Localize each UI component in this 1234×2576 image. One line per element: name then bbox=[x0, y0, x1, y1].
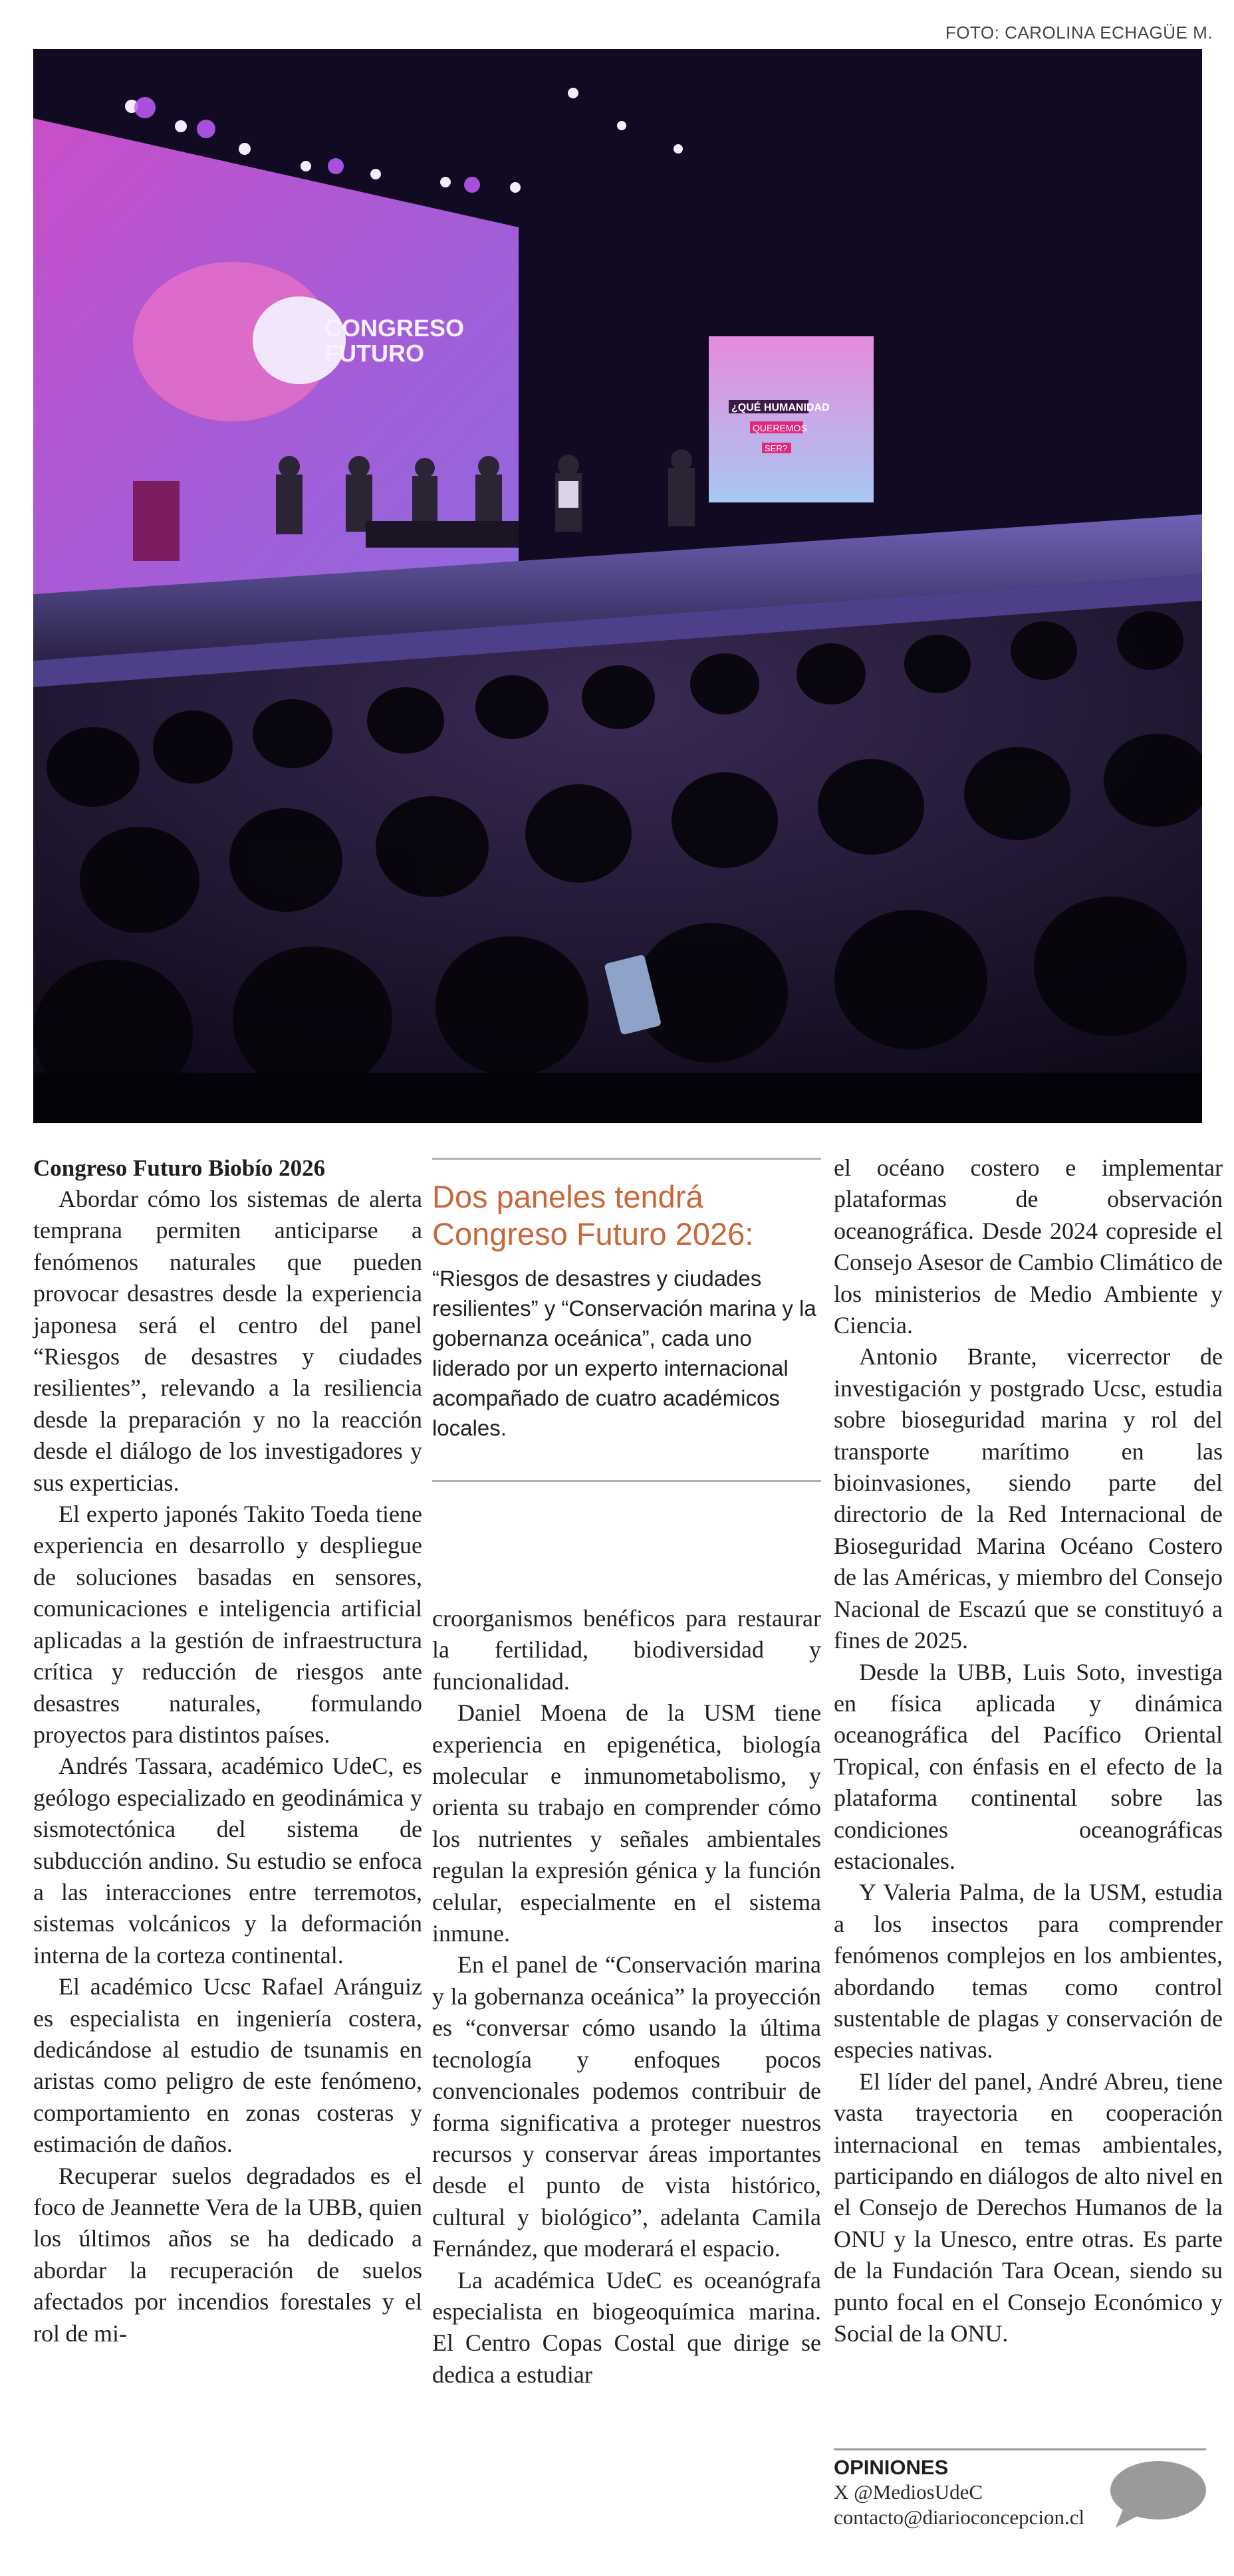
paragraph: Antonio Brante, vicerrector de investigación y postgrado Ucsc, estudia sobre bioseguridad marina y rol del transporte marítimo en las bioinvasiones, siendo parte del directorio de la Red Internacional de Bioseguridad Marina Océano Costero de las Américas, y miembro del Consejo Nacional de Escazú que se constituyó a fines de 2025. bbox=[834, 1343, 1223, 1654]
article-column-3 bbox=[834, 1152, 1223, 2349]
article-lead-title: Congreso Futuro Biobío 2026 bbox=[33, 1155, 326, 1181]
article-column-2 bbox=[432, 1152, 821, 2391]
paragraph: El experto japonés Takito Toeda tiene experiencia en desarrollo y despliegue de soluciones basadas en sensores, comunicaciones e inteligencia artificial aplicadas a la gestión de infraestructura crítica y reducción de riesgos ante desastres naturales, formulando proyectos para distintos países. bbox=[33, 1501, 422, 1748]
event-photo bbox=[33, 49, 1202, 1123]
paragraph: Daniel Moena de la USM tiene experiencia en epigenética, biología molecular e inmunometabolismo, y orienta su trabajo en comprender cómo los nutrientes y señales ambientales regulan la expresión génica y la función celular, especialmente en el sistema inmune. bbox=[432, 1699, 821, 1947]
opiniones-email[interactable]: contacto@diarioconcepcion.cl bbox=[834, 2506, 1085, 2529]
paragraph: Recuperar suelos degradados es el foco de Jeannette Vera de la UBB, quien los últimos años se ha dedicado a abordar la recuperación de suelos afectados por incendios forestales y el rol de mi- bbox=[33, 2162, 422, 2347]
highlight-title: Dos paneles tendrá Congreso Futuro 2026: bbox=[432, 1179, 754, 1251]
paragraph: el océano costero e implementar plataformas de observación oceanográfica. Desde 2024 copreside el Consejo Asesor de Cambio Climático de los ministerios de Medio Ambiente y Ciencia. bbox=[834, 1154, 1223, 1339]
screen-logo-line1: CONGRESO bbox=[324, 314, 465, 342]
paragraph: croorganismos benéficos para restaurar la fertilidad, biodiversidad y funcionalidad. bbox=[432, 1605, 821, 1695]
paragraph: Andrés Tassara, académico UdeC, es geólogo especializado en geodinámica y sismotectónica del sistema de subducción andino. Su estudio se enfoca a las interacciones entre terremotos, sistemas volcánicos y la deformación interna de la corteza continental. bbox=[33, 1753, 422, 1969]
screen-logo-line2: FUTURO bbox=[324, 340, 424, 367]
paragraph: En el panel de “Conservación marina y la gobernanza oceánica” la proyección es “conversar cómo usando la última tecnología y enfoques pocos convencionales podemos contribuir de forma significativa a proteger nuestros recursos y conservar áreas importantes desde el punto de vista histórico, cultural y biológico”, adelanta Camila Fernández, que moderará el espacio. bbox=[432, 1951, 821, 2262]
opiniones-title: OPINIONES bbox=[834, 2456, 949, 2479]
side-screen-text2: QUEREMOS bbox=[753, 423, 807, 433]
side-screen-text3: SER? bbox=[765, 443, 787, 453]
photo-credit: FOTO: CAROLINA ECHAGÜE M. bbox=[945, 23, 1213, 43]
article-column-1 bbox=[33, 1152, 422, 2349]
paragraph: La académica UdeC es oceanógrafa especialista en biogeoquímica marina. El Centro Copas Costal que dirige se dedica a estudiar bbox=[432, 2266, 821, 2388]
paragraph: Abordar cómo los sistemas de alerta temprana permiten anticiparse a fenómenos naturales que pueden provocar desastres desde la experiencia japonesa será el centro del panel “Riesgos de desastres y ciudades resilientes”, relevando a la resiliencia desde la preparación y no la reacción desde el diálogo de los investigadores y sus experticias. bbox=[33, 1186, 422, 1496]
paragraph: El académico Ucsc Rafael Aránguiz es especialista en ingeniería costera, dedicándose al estudio de tsunamis en aristas como peligro de este fenómeno, comportamiento en zonas costeras y estimación de daños. bbox=[33, 1973, 422, 2158]
paragraph: El líder del panel, André Abreu, tiene vasta trayectoria en cooperación internacional en temas ambientales, participando en diálogos de alto nivel en el Consejo de Derechos Humanos de la ONU y la Unesco, entre otras. Es parte de la Fundación Tara Ocean, siendo su punto focal en el Consejo Económico y Social de la ONU. bbox=[834, 2068, 1223, 2347]
speech-bubble-icon bbox=[1106, 2460, 1206, 2529]
paragraph: Desde la UBB, Luis Soto, investiga en física aplicada y dinámica oceanográfica del Pacífico Oriental Tropical, con énfasis en el efecto de la plataforma continental sobre las condiciones oceanográficas estacionales. bbox=[834, 1658, 1223, 1874]
side-screen-text: ¿QUÉ HUMANIDAD bbox=[731, 402, 830, 413]
paragraph: Y Valeria Palma, de la USM, estudia a los insectos para comprender fenómenos complejos en los ambientes, abordando temas como control sustentable de plagas y conservación de especies nativas. bbox=[834, 1879, 1223, 2064]
opiniones-box bbox=[834, 2448, 1206, 2550]
highlight-subtitle: “Riesgos de desastres y ciudades resilientes” y “Conservación marina y la gobernanza oceánica”, cada uno liderado por un experto internacional acompañado de cuatro académicos locales. bbox=[432, 1266, 816, 1440]
opiniones-handle[interactable]: X @MediosUdeC bbox=[834, 2480, 983, 2504]
highlight-box bbox=[432, 1158, 821, 1482]
